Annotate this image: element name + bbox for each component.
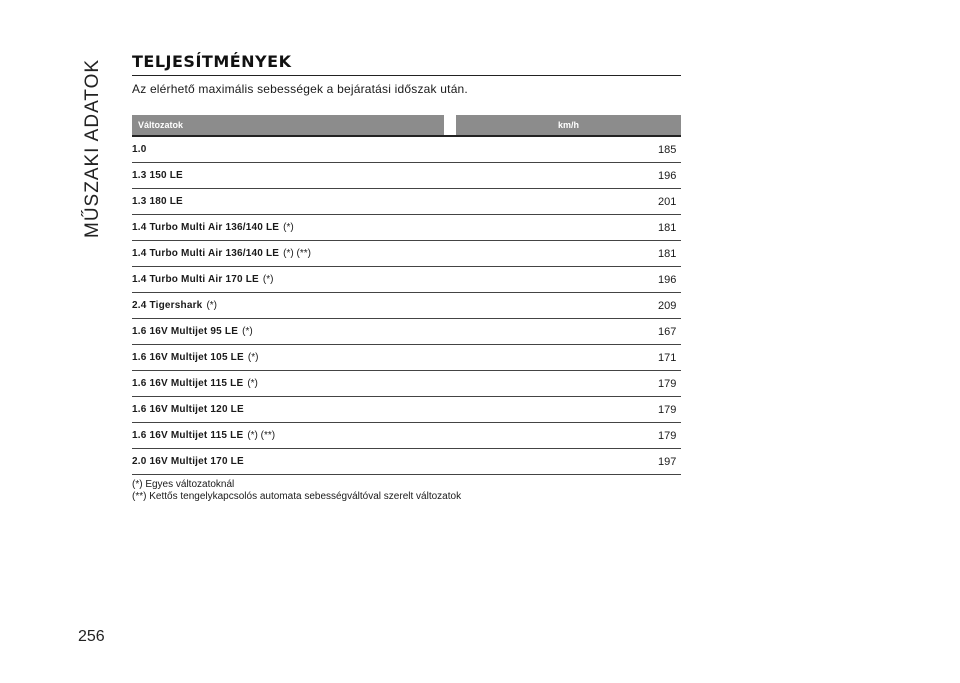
variant-note: (*) — [247, 352, 259, 363]
header-gap — [444, 115, 456, 135]
variant-name: 1.6 16V Multijet 105 LE — [132, 352, 244, 363]
variant-name: 1.6 16V Multijet 120 LE — [132, 404, 244, 415]
max-speed: 196 — [658, 273, 677, 286]
table-row — [132, 267, 681, 293]
variant-note: (*) (**) — [283, 248, 311, 259]
table-row — [132, 241, 681, 267]
table-body — [132, 135, 681, 475]
max-speed: 185 — [658, 143, 677, 156]
max-speed: 171 — [658, 351, 677, 364]
footnote: (*) Egyes változatoknál — [132, 479, 235, 490]
table-row — [132, 189, 681, 215]
table-row — [132, 319, 681, 345]
table-row — [132, 449, 681, 475]
table-row — [132, 293, 681, 319]
page-heading: TELJESÍTMÉNYEK — [132, 52, 681, 76]
variant-name: 1.6 16V Multijet 115 LE — [132, 378, 244, 389]
variant-name: 1.3 150 LE — [132, 170, 183, 181]
column-header-variants: Változatok — [132, 115, 444, 135]
variant-note: (*) — [206, 300, 217, 311]
footnotes — [132, 479, 681, 503]
table-row — [132, 371, 681, 397]
variant-note: (*) — [283, 222, 294, 233]
variant-name: 2.0 16V Multijet 170 LE — [132, 456, 244, 467]
table-row — [132, 345, 681, 371]
variant-note: (*) — [262, 274, 274, 285]
intro-text: Az elérhető maximális sebességek a bejáratási időszak után. — [132, 82, 468, 96]
variant-note: (*) (**) — [247, 430, 276, 441]
max-speed: 179 — [658, 377, 677, 390]
table-row — [132, 215, 681, 241]
variant-name: 1.4 Turbo Multi Air 136/140 LE — [132, 222, 280, 233]
variant-name: 1.0 — [132, 144, 147, 155]
variant-note: (*) — [242, 326, 253, 337]
max-speed: 196 — [658, 169, 677, 182]
page-number: 256 — [78, 628, 105, 645]
table-header — [132, 115, 681, 135]
max-speed: 179 — [658, 403, 677, 416]
variant-name: 1.4 Turbo Multi Air 136/140 LE — [132, 248, 280, 259]
max-speed: 167 — [658, 325, 677, 338]
max-speed: 179 — [658, 429, 677, 442]
table-row — [132, 163, 681, 189]
max-speed: 201 — [658, 195, 677, 208]
variant-name: 1.6 16V Multijet 115 LE — [132, 430, 244, 441]
variant-name: 1.6 16V Multijet 95 LE — [132, 326, 239, 337]
variant-name: 1.4 Turbo Multi Air 170 LE — [132, 274, 259, 285]
variant-name: 1.3 180 LE — [132, 196, 183, 207]
column-header-speed: km/h — [456, 115, 681, 135]
table-row — [132, 423, 681, 449]
max-speed: 181 — [658, 247, 677, 260]
variant-note: (*) — [247, 378, 258, 389]
section-side-title: MŰSZAKI ADATOK — [82, 58, 103, 238]
table-row — [132, 397, 681, 423]
max-speed: 209 — [658, 299, 677, 312]
variant-name: 2.4 Tigershark — [132, 300, 203, 311]
footnote: (**) Kettős tengelykapcsolós automata sebességváltóval szerelt változatok — [132, 491, 462, 502]
max-speed: 197 — [658, 455, 677, 468]
content — [132, 52, 681, 503]
table-row — [132, 136, 681, 163]
max-speed: 181 — [658, 221, 677, 234]
